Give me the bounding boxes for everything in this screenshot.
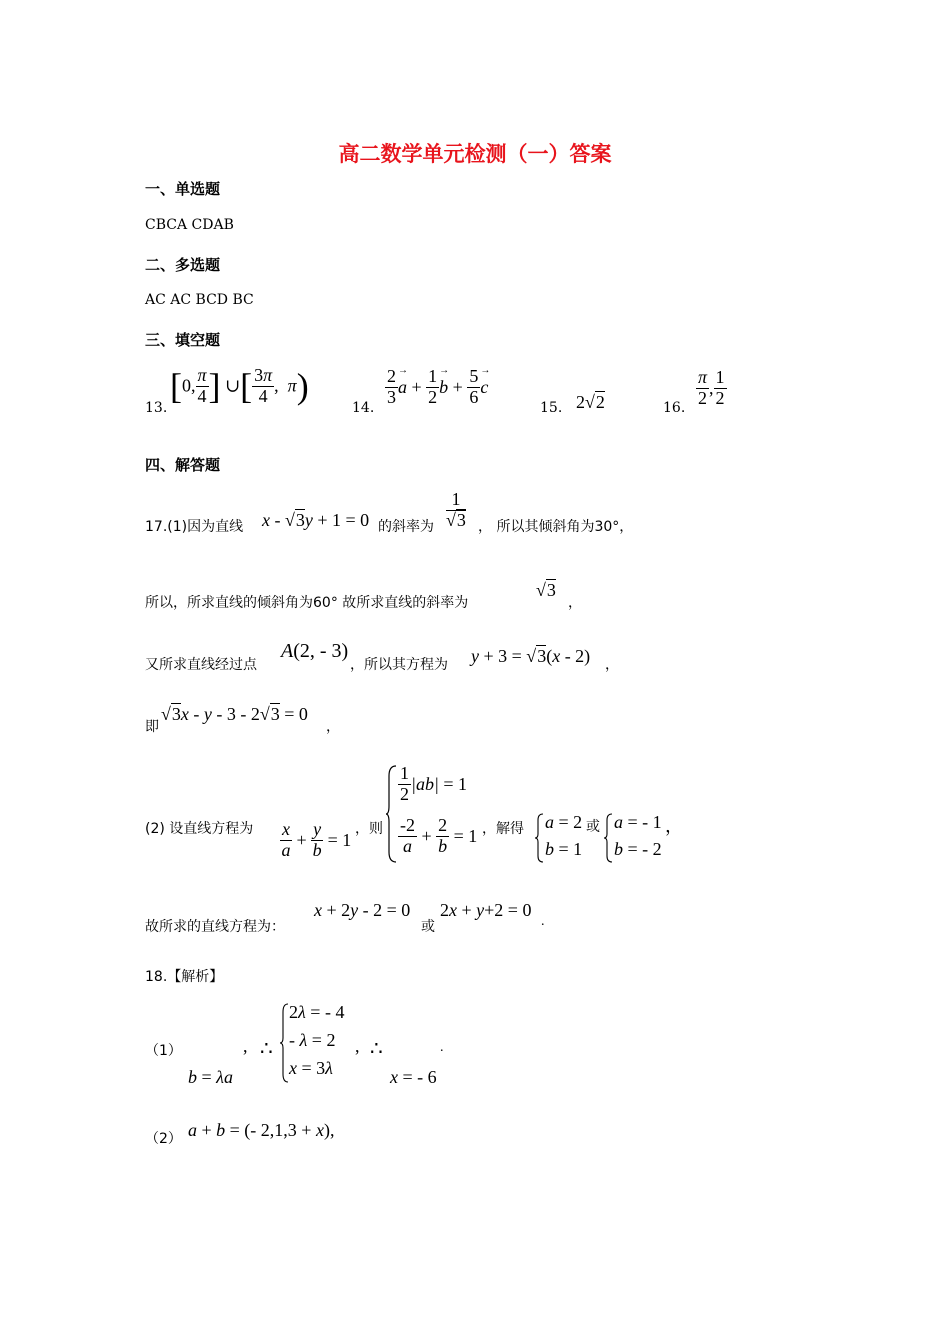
- q17-condition-brace: [386, 764, 398, 864]
- q17-part2-text: (2) 设直线方程为: [145, 821, 254, 837]
- q14-answer: $\frac{2}{3}$ → a + $\frac{1}{2}$ → b + $\frac{5}{6}$ → c: [385, 367, 488, 408]
- q18-comma-1: ,: [243, 1036, 248, 1056]
- q17-solution-brace-2: [604, 812, 614, 864]
- q13-answer: [0, $\frac{\pi}{4}$ ] ∪[ $\frac{3\pi}{4}$ , π): [170, 364, 309, 406]
- q17-point-slope-equation: y + 3 = √3(x - 2): [471, 646, 591, 666]
- q17-part1-text: 17.(1)因为直线: [145, 519, 244, 535]
- q17-solution-system-1: a = 2 b = 1: [535, 812, 605, 864]
- q17-or-text: 或: [586, 819, 600, 835]
- q17-solution-system-2: a = - 1 b = - 2: [604, 812, 674, 864]
- section-fill-blank-heading: 三、填空题: [145, 331, 221, 349]
- page-title: 高二数学单元检测（一）答案: [338, 142, 612, 166]
- q18-therefore-1: ∴: [260, 1038, 273, 1060]
- q15-answer: 2√2: [576, 392, 605, 412]
- section-solution-heading: 四、解答题: [145, 456, 221, 474]
- q17-final-equation-1: x + 2y - 2 = 0: [314, 900, 411, 920]
- q18-comma-2: ,: [355, 1036, 360, 1056]
- q17-line-equation: x - √3y + 1 = 0: [262, 510, 370, 530]
- q17-final-text: 故所求的直线方程为：: [145, 919, 285, 935]
- q16-number: 16.: [663, 400, 686, 416]
- q17-slope-sqrt3: √3: [536, 580, 556, 600]
- q17-line4-text: 即: [145, 719, 159, 735]
- q16-answer: $\frac{\pi}{2}$ , $\frac{1}{2}$: [698, 367, 725, 408]
- q17-slope-value: $\frac{1}{√3}$: [446, 489, 466, 530]
- q17-angle-text: ， 所以其倾斜角为30°，: [478, 519, 634, 535]
- q18-part2-label: （2）: [145, 1131, 182, 1147]
- q18-heading: 18.【解析】: [145, 969, 224, 985]
- q18-part1-label: （1）: [145, 1043, 182, 1059]
- q17-line2-end: ，: [568, 595, 582, 611]
- q18-parallel-equation: b = λa: [188, 1067, 233, 1087]
- q17-final-end: .: [541, 914, 545, 929]
- section-single-choice-heading: 一、单选题: [145, 180, 221, 198]
- section-multi-choice-heading: 二、多选题: [145, 256, 221, 274]
- multi-choice-answers: AC AC BCD BC: [145, 292, 254, 308]
- q18-system: 2λ = - 4 - λ = 2 x = 3λ: [280, 1002, 360, 1084]
- q17-line3-end: ，: [605, 657, 619, 673]
- single-choice-answers: CBCA CDAB: [145, 217, 234, 233]
- q17-slope-text: 的斜率为: [378, 519, 434, 535]
- q17-point: A(2, - 3): [281, 640, 349, 662]
- q17-line4-end: ，: [326, 719, 340, 735]
- q17-final-equation-2: 2x + y+2 = 0: [440, 900, 532, 920]
- q17-then-text: ，则: [355, 821, 383, 837]
- q17-line3-mid: ，所以其方程为: [350, 657, 448, 673]
- q17-line3-text: 又所求直线经过点: [145, 657, 257, 673]
- q17-general-equation: √3x - y - 3 - 2√3 = 0: [161, 704, 308, 724]
- q17-solution-brace-1: [535, 812, 545, 864]
- q17-intercept-equation: $\frac{x}{a}$ + $\frac{y}{b}$ = 1: [281, 819, 352, 860]
- q17-solution-end: ，: [665, 816, 683, 836]
- q18-period: .: [440, 1040, 444, 1055]
- q14-number: 14.: [352, 400, 375, 416]
- q18-x-value: x = - 6: [390, 1067, 437, 1087]
- q17-solve-text: ，解得: [482, 821, 524, 837]
- q17-line2-text: 所以，所求直线的倾斜角为60° 故所求直线的斜率为: [145, 595, 469, 611]
- q13-number: 13.: [145, 400, 168, 416]
- q18-sum-vector: a + b = (- 2,1,3 + x),: [188, 1120, 335, 1140]
- q17-final-or: 或: [421, 919, 435, 935]
- q17-condition-system: $\frac{1}{2}$ |ab| = 1 $\frac{-2}{a}$ + $\frac{2}{b}$ = 1: [386, 764, 486, 864]
- q15-number: 15.: [540, 400, 563, 416]
- q18-therefore-2: ∴: [370, 1038, 383, 1060]
